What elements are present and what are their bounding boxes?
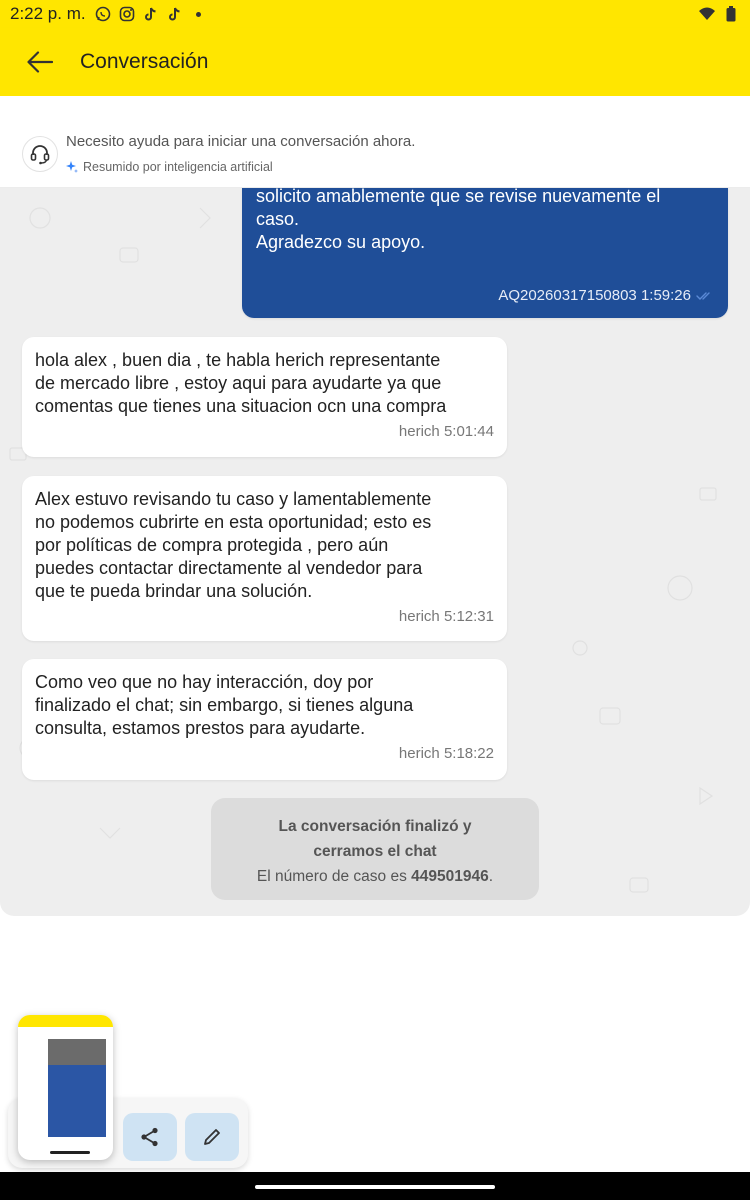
incoming-message-text: Como veo que no hay interacción, doy por finalizado el chat; sin embargo, si tienes alguna consulta, estamos prestos para ayudarte. [35,672,414,738]
share-screenshot-button[interactable] [123,1113,177,1161]
outgoing-timestamp: AQ20260317150803 1:59:26 [498,287,691,304]
ai-summary-label [66,160,273,174]
headset-icon [22,136,58,172]
incoming-message-text: Alex estuvo revisando tu caso y lamentablemente no podemos cubrirte en esta oportunidad; esto es por políticas de compra protegida , pero aún puedes contactar directamente al vendedor para que te pueda brindar una solución. [35,489,432,601]
incoming-message[interactable] [22,337,507,457]
chat-area[interactable] [0,188,750,916]
thumbnail-handle [50,1151,90,1154]
case-number-suffix: . [488,868,494,885]
status-time: 2:22 p. m. [10,4,86,23]
notification-icons [94,5,201,23]
ended-title-line: cerramos el chat [313,843,437,860]
battery-icon [722,5,740,23]
ended-title-line: La conversación finalizó y [278,818,472,835]
summary-title: Necesito ayuda para iniciar una conversación ahora. [66,133,416,150]
case-number: 449501946 [411,868,489,885]
incoming-message[interactable] [22,659,507,780]
edit-screenshot-button[interactable] [185,1113,239,1161]
outgoing-message-text [256,188,714,254]
more-notifications-dot-icon [196,12,201,17]
tiktok-icon [166,5,184,23]
incoming-message-meta: herich 5:01:44 [398,423,494,440]
app-bar [0,28,750,96]
whatsapp-icon [94,5,112,23]
outgoing-message-meta [498,287,714,304]
case-number-label: El número de caso es [256,868,407,885]
thumbnail-image [48,1039,106,1065]
incoming-message[interactable] [22,476,507,641]
status-bar [0,0,750,28]
incoming-message-meta: herich 5:12:31 [398,608,494,625]
ai-summary-text: Resumido por inteligencia artificial [83,160,273,174]
thumbnail-header [18,1015,113,1027]
screenshot-thumbnail[interactable] [18,1015,113,1160]
wifi-icon [698,5,716,23]
incoming-message-text: hola alex , buen dia , te habla herich representante de mercado libre , estoy aqui para ayudarte ya que comentas que tienes una situacion ocn una compra [35,350,447,416]
system-icons [698,5,740,23]
outgoing-line: caso. [256,209,300,229]
incoming-message-meta: herich 5:18:22 [398,745,494,762]
page-title: Conversación [80,50,209,73]
tiktok-icon [142,5,160,23]
arrow-left-icon [27,51,53,73]
back-button[interactable] [0,28,80,96]
outgoing-message[interactable] [242,188,728,318]
outgoing-line: Agradezco su apoyo. [256,232,426,252]
conversation-ended-notice [211,798,539,900]
system-navigation-bar [0,1172,750,1200]
case-number-line [211,864,539,889]
home-gesture-handle[interactable] [255,1185,495,1189]
sparkle-icon [66,161,78,173]
instagram-icon [118,5,136,23]
double-check-icon [696,291,714,301]
conversation-summary [0,96,750,188]
share-icon [139,1126,161,1148]
pencil-icon [202,1127,222,1147]
outgoing-line: solicito amablemente que se revise nuevamente el [256,188,661,206]
